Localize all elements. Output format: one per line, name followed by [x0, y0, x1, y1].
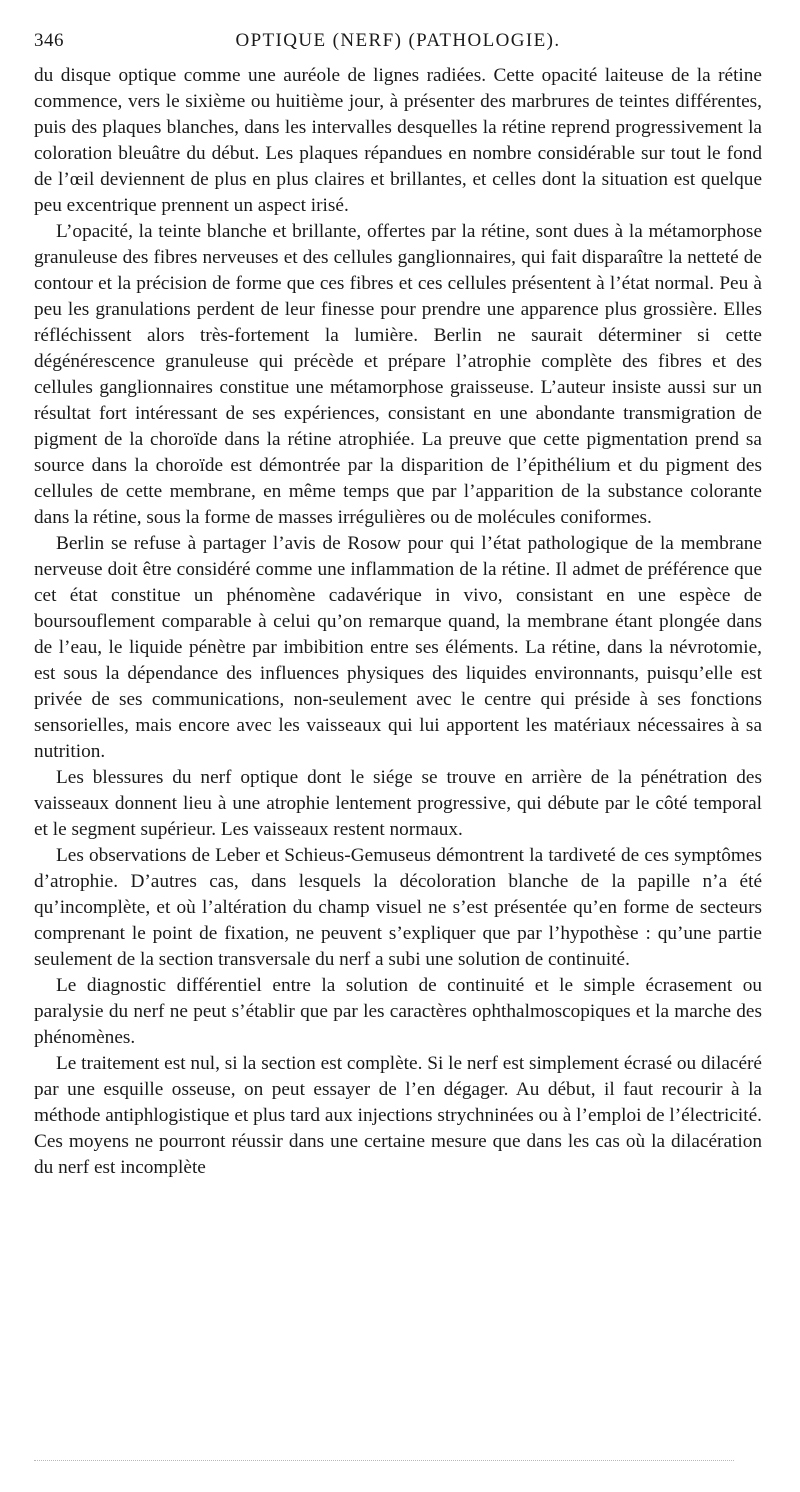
paragraph-7: Le traitement est nul, si la section est complète. Si le nerf est simplement écrasé ou dilacéré par une esquille osseuse, on peut essayer de l’en dégager. Au début, il faut recourir à la méthode antiphlogistique et plus tard aux injections strychninées ou à l’emploi de l’électricité. Ces moyens ne pourront réussir dans une certaine mesure que dans les cas où la dilacération du nerf est incomplète [34, 1053, 762, 1178]
paragraph-6: Le diagnostic différentiel entre la solution de continuité et le simple écrasement ou paralysie du nerf ne peut s’établir que par les caractères ophthalmoscopiques et la marche des phénomènes. [34, 975, 762, 1048]
scan-footer-marks [34, 1460, 734, 1463]
page-header [34, 30, 762, 60]
paragraph-2: L’opacité, la teinte blanche et brillante, offertes par la rétine, sont dues à la métamorphose granuleuse des fibres nerveuses et des cellules ganglionnaires, qui fait disparaître la netteté de contour et la précision de forme que ces fibres et ces cellules présentent à l’état normal. Peu à peu les granulations perdent de leur finesse pour prendre une apparence plus grossière. Elles réfléchissent alors très-fortement la lumière. Berlin ne saurait déterminer si cette dégénérescence granuleuse qui précède et prépare l’atrophie complète des fibres et des cellules ganglionnaires constitue une métamorphose graisseuse. L’auteur insiste aussi sur un résultat fort intéressant de ses expériences, consistant en une abondante transmigration de pigment de la choroïde dans la rétine atrophiée. La preuve que cette pigmentation prend sa source dans la choroïde est démontrée par la disparition de l’épithélium et du pigment des cellules de cette membrane, en même temps que par l’apparition de la substance colorante dans la rétine, sous la forme de masses irrégulières ou de molécules coniformes. [34, 221, 762, 528]
body-text [34, 63, 762, 1181]
page [34, 30, 762, 1181]
paragraph-4: Les blessures du nerf optique dont le siége se trouve en arrière de la pénétration des vaisseaux donnent lieu à une atrophie lentement progressive, qui débute par le côté temporal et le segment supérieur. Les vaisseaux restent normaux. [34, 767, 762, 840]
page-number: 346 [34, 30, 64, 51]
paragraph-5: Les observations de Leber et Schieus-Gemuseus démontrent la tardiveté de ces symptômes d’atrophie. D’autres cas, dans lesquels la décoloration blanche de la papille n’a été qu’incomplète, et où l’altération du champ visuel ne s’est présentée qu’en forme de secteurs comprenant le point de fixation, ne peuvent s’expliquer que par l’hypothèse : qu’une partie seulement de la section transversale du nerf a subi une solution de continuité. [34, 845, 762, 970]
paragraph-3: Berlin se refuse à partager l’avis de Rosow pour qui l’état pathologique de la membrane nerveuse doit être considéré comme une inflammation de la rétine. Il admet de préférence que cet état constitue un phénomène cadavérique in vivo, consistant en une espèce de boursouflement comparable à celui qu’on remarque quand, la membrane étant plongée dans de l’eau, le liquide pénètre par imbibition entre ses éléments. La rétine, dans la névrotomie, est sous la dépendance des influences physiques des liquides environnants, puisqu’elle est privée de ses communications, non-seulement avec le centre qui préside à ses fonctions sensorielles, mais encore avec les vaisseaux qui lui apportent les matériaux nécessaires à sa nutrition. [34, 533, 762, 762]
running-head: OPTIQUE (NERF) (PATHOLOGIE). [235, 30, 561, 51]
paragraph-1: du disque optique comme une auréole de lignes radiées. Cette opacité laiteuse de la rétine commence, vers le sixième ou huitième jour, à présenter des marbrures de teintes différentes, puis des plaques blanches, dans les intervalles desquelles la rétine reprend progressivement la coloration bleuâtre du début. Les plaques répandues en nombre considérable sur tout le fond de l’œil deviennent de plus en plus claires et brillantes, et celles dont la situation est quelque peu excentrique prennent un aspect irisé. [34, 65, 762, 216]
